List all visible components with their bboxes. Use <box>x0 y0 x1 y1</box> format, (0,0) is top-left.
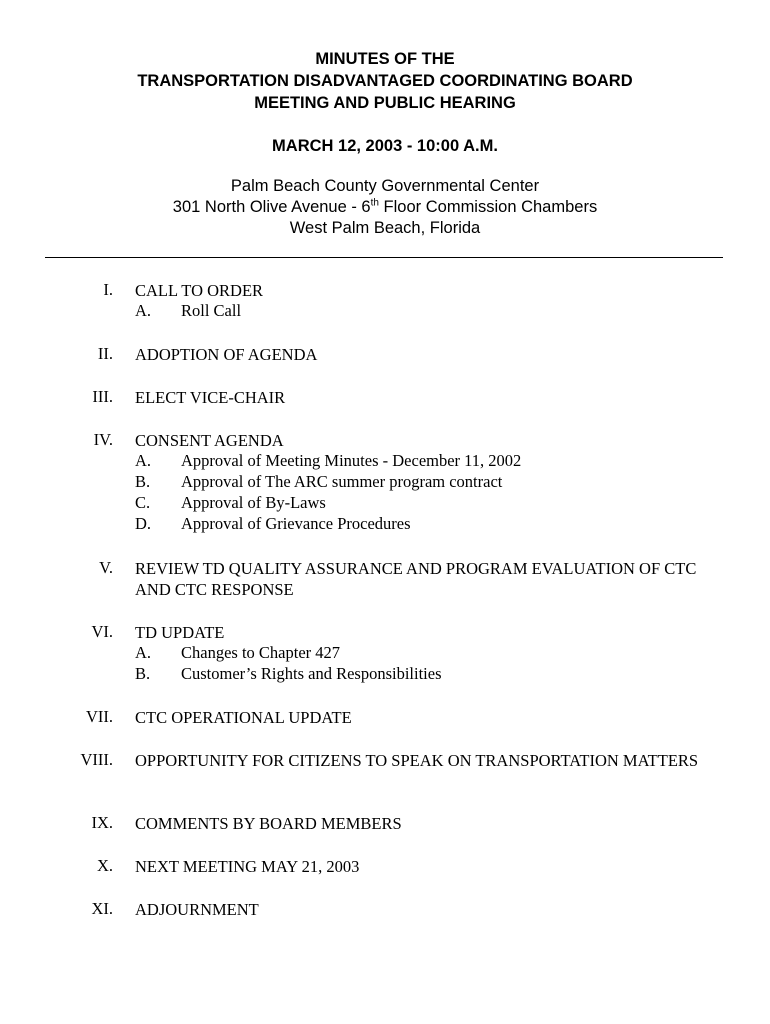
location-building: Palm Beach County Governmental Center <box>230 177 540 195</box>
agenda-item-title: COMMENTS BY BOARD MEMBERS <box>135 814 402 833</box>
meeting-date-block <box>0 135 770 157</box>
agenda-subitem-text: Roll Call <box>181 301 242 320</box>
agenda-subitem-letter: D. <box>135 514 152 533</box>
location-address <box>0 197 770 218</box>
agenda-subitem-letter: B. <box>135 664 151 683</box>
agenda-item-numeral: IX. <box>91 813 113 832</box>
agenda-item-numeral: XI. <box>91 899 113 918</box>
agenda-item-numeral: VIII. <box>80 750 113 769</box>
agenda-subitem-text: Changes to Chapter 427 <box>181 643 341 662</box>
agenda-subitem-letter: A. <box>135 643 152 662</box>
agenda-item-numeral: I. <box>103 280 113 299</box>
agenda-subitem-letter: A. <box>135 451 152 470</box>
agenda-item-numeral: III. <box>92 387 113 406</box>
meeting-date: MARCH 12, 2003 - 10:00 A.M. <box>272 137 498 155</box>
agenda-item-numeral: V. <box>99 558 113 577</box>
agenda-subitem-text: Approval of By-Laws <box>181 493 326 512</box>
agenda-subitem-letter: A. <box>135 301 152 320</box>
title-line-1: MINUTES OF THE <box>315 50 455 68</box>
agenda-item-title: CONSENT AGENDA <box>135 431 284 450</box>
address-part-1: 301 North Olive Avenue - 6 <box>172 198 371 216</box>
agenda-subitem-letter: B. <box>135 472 151 491</box>
agenda-item-numeral: X. <box>96 856 113 875</box>
agenda-item-title: CALL TO ORDER <box>135 281 264 300</box>
agenda-item-title: OPPORTUNITY FOR CITIZENS TO SPEAK ON TRANSPORTATION MATTERS <box>135 751 699 770</box>
agenda-item-title: ADOPTION OF AGENDA <box>135 345 318 364</box>
document-header <box>0 48 770 114</box>
agenda-subitem-text: Customer’s Rights and Responsibilities <box>181 664 442 683</box>
agenda-item-title: REVIEW TD QUALITY ASSURANCE AND PROGRAM EVALUATION OF CTC AND CTC RESPONSE <box>135 559 697 599</box>
agenda-item-title: ELECT VICE-CHAIR <box>135 388 286 407</box>
agenda-item-numeral: VI. <box>91 622 113 641</box>
agenda-item-title: CTC OPERATIONAL UPDATE <box>135 708 352 727</box>
address-superscript: th <box>370 197 379 209</box>
agenda-subitem-letter: C. <box>135 493 151 512</box>
agenda-item-title: NEXT MEETING MAY 21, 2003 <box>135 857 360 876</box>
agenda-item-numeral: II. <box>97 344 113 363</box>
location-block <box>0 176 770 239</box>
agenda-subitem-text: Approval of Meeting Minutes - December 11, 2002 <box>181 451 522 470</box>
address-part-2: Floor Commission Chambers <box>378 198 598 216</box>
agenda-item-title: ADJOURNMENT <box>135 900 259 919</box>
agenda-subitem-text: Approval of The ARC summer program contract <box>181 472 503 491</box>
location-city: West Palm Beach, Florida <box>289 219 481 237</box>
header-divider <box>45 257 723 258</box>
agenda-item-numeral: IV. <box>93 430 113 449</box>
agenda-item-title: TD UPDATE <box>135 623 225 642</box>
agenda-subitem-text: Approval of Grievance Procedures <box>181 514 411 533</box>
agenda-item-numeral: VII. <box>85 707 113 726</box>
title-line-3: MEETING AND PUBLIC HEARING <box>254 94 516 112</box>
title-line-2: TRANSPORTATION DISADVANTAGED COORDINATING BOARD <box>137 72 633 90</box>
